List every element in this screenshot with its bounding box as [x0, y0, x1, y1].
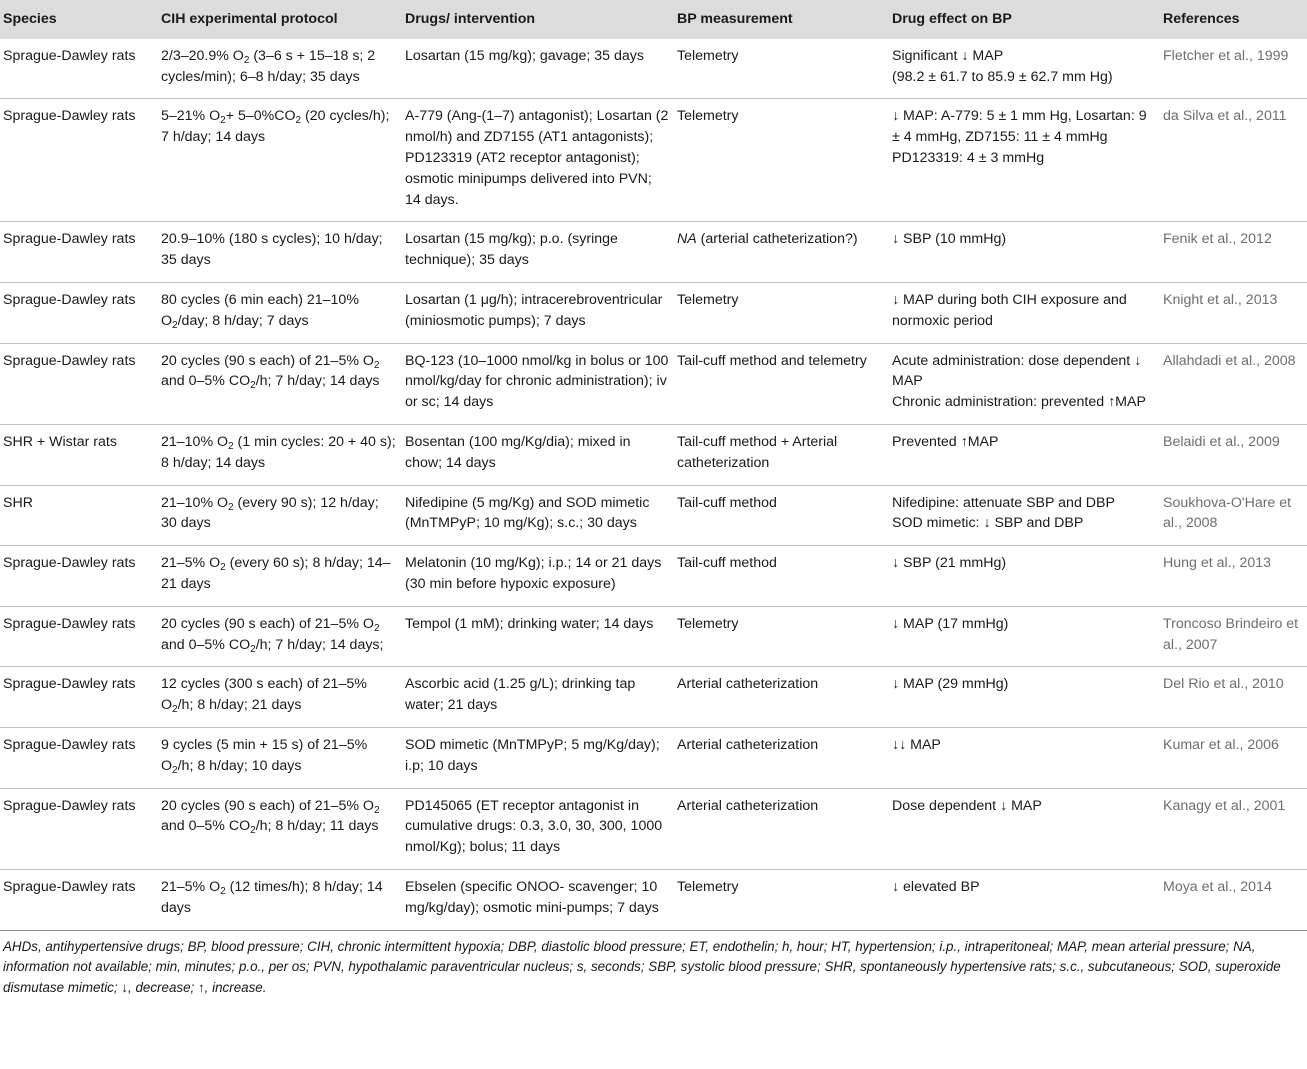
protocol-segment: 5–21% O — [161, 108, 221, 125]
protocol-segment: 2 — [172, 704, 178, 716]
cell-reference: Moya et al., 2014 — [1160, 869, 1307, 930]
table-row — [0, 667, 1307, 728]
cell-reference: Troncoso Brindeiro et al., 2007 — [1160, 606, 1307, 667]
table-row — [0, 39, 1307, 99]
cell-species: Sprague-Dawley rats — [0, 727, 158, 788]
cell-drug-effect: ↓ SBP (21 mmHg) — [889, 546, 1160, 607]
cell-species: Sprague-Dawley rats — [0, 222, 158, 283]
cell-drug-effect: ↓ SBP (10 mmHg) — [889, 222, 1160, 283]
protocol-segment: 2 — [172, 319, 178, 331]
cell-species: Sprague-Dawley rats — [0, 869, 158, 930]
cell-drugs: Nifedipine (5 mg/Kg) and SOD mimetic (MnTMPyP; 10 mg/Kg); s.c.; 30 days — [402, 485, 674, 546]
bp-method: Telemetry — [677, 291, 739, 308]
cell-drug-effect: ↓ MAP: A-779: 5 ± 1 mm Hg, Losartan: 9 ± 4 mmHg, ZD7155: 11 ± 4 mmHg PD123319: 4 ± 3 mmHg — [889, 99, 1160, 222]
cell-species: Sprague-Dawley rats — [0, 667, 158, 728]
cell-drugs: PD145065 (ET receptor antagonist in cumulative drugs: 0.3, 3.0, 30, 300, 1000 nmol/Kg); bolus; 11 days — [402, 788, 674, 869]
bp-method: Telemetry — [677, 108, 739, 125]
protocol-segment: 2 — [250, 643, 256, 655]
table-row — [0, 606, 1307, 667]
bp-method: Tail-cuff method — [677, 494, 777, 511]
cell-drug-effect: ↓ elevated BP — [889, 869, 1160, 930]
cell-drugs: A-779 (Ang-(1–7) antagonist); Losartan (2 nmol/h) and ZD7155 (AT1 antagonists); PD123319 (AT2 receptor antagonist); osmotic minipumps delivered into PVN; 14 days. — [402, 99, 674, 222]
cell-drugs: Bosentan (100 mg/Kg/dia); mixed in chow; 14 days — [402, 424, 674, 485]
protocol-segment: 2 — [220, 562, 226, 574]
bp-method: Tail-cuff method — [677, 555, 777, 572]
table-row — [0, 99, 1307, 222]
protocol-segment: (every 90 s); 12 h/day; 30 days — [161, 494, 379, 532]
table-header — [0, 0, 1307, 39]
cell-drugs: SOD mimetic (MnTMPyP; 5 mg/Kg/day); i.p; 10 days — [402, 727, 674, 788]
cell-drug-effect: Dose dependent ↓ MAP — [889, 788, 1160, 869]
bp-method: Arterial catheterization — [677, 736, 819, 753]
bp-method: Tail-cuff method and telemetry — [677, 352, 867, 369]
protocol-segment: /h; 7 h/day; 14 days; — [255, 636, 384, 653]
protocol-segment: (every 60 s); 8 h/day; 14–21 days — [161, 555, 391, 592]
cell-bp-measurement — [674, 222, 889, 283]
protocol-segment: 2 — [250, 825, 256, 837]
cell-bp-measurement — [674, 546, 889, 607]
cell-bp-measurement — [674, 39, 889, 99]
bp-method-note: (arterial catheterization?) — [696, 231, 858, 248]
cell-reference: Knight et al., 2013 — [1160, 282, 1307, 343]
cell-reference: Kumar et al., 2006 — [1160, 727, 1307, 788]
cell-bp-measurement — [674, 485, 889, 546]
cell-reference: Allahdadi et al., 2008 — [1160, 343, 1307, 424]
cell-reference: Fletcher et al., 1999 — [1160, 39, 1307, 99]
cell-drug-effect: ↓↓ MAP — [889, 727, 1160, 788]
cell-reference: Del Rio et al., 2010 — [1160, 667, 1307, 728]
table-row — [0, 222, 1307, 283]
protocol-segment: /day; 8 h/day; 7 days — [177, 312, 309, 329]
protocol-segment: 2 — [172, 764, 178, 776]
protocol-segment: and 0–5% CO — [161, 636, 251, 653]
cell-drug-effect: Significant ↓ MAP (98.2 ± 61.7 to 85.9 ± 62.7 mm Hg) — [889, 39, 1160, 99]
protocol-segment: 20 cycles (90 s each) of 21–5% O — [161, 615, 374, 632]
protocol-segment: /h; 8 h/day; 21 days — [177, 697, 302, 714]
protocol-segment: 21–5% O — [161, 555, 221, 572]
bp-method: NA — [677, 231, 697, 248]
protocol-segment: 2 — [228, 440, 234, 452]
cell-protocol — [158, 727, 402, 788]
cell-bp-measurement — [674, 282, 889, 343]
protocol-segment: 2 — [373, 359, 380, 371]
protocol-segment: + 5–0%CO — [225, 108, 296, 125]
protocol-segment: (20 cycles/h); 7 h/day; 14 days — [161, 108, 390, 146]
table-row — [0, 869, 1307, 930]
cell-drugs: Losartan (15 mg/kg); gavage; 35 days — [402, 39, 674, 99]
protocol-segment: and 0–5% CO — [161, 818, 251, 835]
cell-bp-measurement — [674, 667, 889, 728]
cell-drugs: Ebselen (specific ONOO- scavenger; 10 mg/kg/day); osmotic mini-pumps; 7 days — [402, 869, 674, 930]
cell-drug-effect: ↓ MAP during both CIH exposure and normoxic period — [889, 282, 1160, 343]
column-header-drugs: Drugs/ intervention — [402, 0, 674, 39]
cell-drug-effect: ↓ MAP (29 mmHg) — [889, 667, 1160, 728]
protocol-segment: 21–10% O — [161, 494, 229, 511]
cell-bp-measurement — [674, 869, 889, 930]
protocol-segment: 2 — [243, 54, 250, 66]
protocol-segment: 21–5% O — [161, 878, 221, 895]
bp-method: Telemetry — [677, 878, 739, 895]
cell-species: Sprague-Dawley rats — [0, 788, 158, 869]
cell-drug-effect: Nifedipine: attenuate SBP and DBP SOD mimetic: ↓ SBP and DBP — [889, 485, 1160, 546]
cell-reference: Fenik et al., 2012 — [1160, 222, 1307, 283]
cell-drug-effect: Prevented ↑MAP — [889, 424, 1160, 485]
protocol-segment: and 0–5% CO — [161, 373, 251, 390]
cell-drug-effect: ↓ MAP (17 mmHg) — [889, 606, 1160, 667]
cell-bp-measurement — [674, 99, 889, 222]
cell-drugs: Melatonin (10 mg/Kg); i.p.; 14 or 21 days (30 min before hypoxic exposure) — [402, 546, 674, 607]
protocol-segment: /h; 7 h/day; 14 days — [255, 373, 380, 390]
cell-protocol — [158, 667, 402, 728]
cell-bp-measurement — [674, 424, 889, 485]
table-footnote: AHDs, antihypertensive drugs; BP, blood pressure; CIH, chronic intermittent hypoxia; DBP, diastolic blood pressure; ET, endothelin; h, hour; HT, hypertension; i.p., intraperitoneal; MAP, mean arterial pressure; NA, information not available; min, minutes; p.o., per os; PVN, hypothalamic paraventricular nucleus; s, seconds; SBP, systolic blood pressure; SHR, spontaneously hypertensive rats; s.c., subcutaneous; SOD, superoxide dismutase mimetic; ↓, decrease; ↑, increase. — [3, 938, 1281, 996]
cell-drugs: Losartan (15 mg/kg); p.o. (syringe technique); 35 days — [402, 222, 674, 283]
protocol-segment: 2 — [250, 380, 256, 392]
cell-drugs: Losartan (1 μg/h); intracerebroventricular (miniosmotic pumps); 7 days — [402, 282, 674, 343]
cell-protocol — [158, 39, 402, 99]
cell-drug-effect: Acute administration: dose dependent ↓ MAP Chronic administration: prevented ↑MAP — [889, 343, 1160, 424]
cell-species: SHR — [0, 485, 158, 546]
cell-protocol — [158, 606, 402, 667]
cell-protocol — [158, 869, 402, 930]
protocol-segment: 2/3–20.9% O — [161, 47, 244, 64]
protocol-segment: 2 — [228, 501, 234, 513]
bp-method: Tail-cuff method + Arterial catheterization — [677, 433, 838, 471]
table-row — [0, 727, 1307, 788]
cell-protocol — [158, 788, 402, 869]
bp-method: Telemetry — [677, 47, 739, 64]
table-row — [0, 788, 1307, 869]
protocol-segment: 2 — [373, 804, 380, 816]
protocol-segment: 20 cycles (90 s each) of 21–5% O — [161, 797, 374, 814]
protocol-segment: 9 cycles (5 min + 15 s) of 21–5% O — [161, 736, 368, 774]
cell-protocol — [158, 485, 402, 546]
protocol-segment: 2 — [220, 885, 226, 897]
cell-protocol — [158, 222, 402, 283]
cell-species: Sprague-Dawley rats — [0, 343, 158, 424]
column-header-species: Species — [0, 0, 158, 39]
table-row — [0, 282, 1307, 343]
cell-species: SHR + Wistar rats — [0, 424, 158, 485]
cell-reference: Kanagy et al., 2001 — [1160, 788, 1307, 869]
protocol-segment: 20 cycles (90 s each) of 21–5% O — [161, 352, 374, 369]
table-row — [0, 485, 1307, 546]
cell-species: Sprague-Dawley rats — [0, 99, 158, 222]
table-row — [0, 343, 1307, 424]
cell-bp-measurement — [674, 727, 889, 788]
cell-bp-measurement — [674, 788, 889, 869]
protocol-segment: /h; 8 h/day; 11 days — [255, 818, 379, 835]
cell-reference: da Silva et al., 2011 — [1160, 99, 1307, 222]
cell-drugs: Tempol (1 mM); drinking water; 14 days — [402, 606, 674, 667]
cell-species: Sprague-Dawley rats — [0, 606, 158, 667]
protocol-segment: 2 — [220, 115, 226, 127]
protocol-segment: (1 min cycles: 20 + 40 s); 8 h/day; 14 days — [161, 433, 396, 471]
cell-protocol — [158, 424, 402, 485]
protocol-segment: 21–10% O — [161, 433, 229, 450]
cell-species: Sprague-Dawley rats — [0, 282, 158, 343]
protocol-segment: 80 cycles (6 min each) 21–10% O — [161, 291, 359, 329]
header-row — [0, 0, 1307, 39]
protocol-segment: 12 cycles (300 s each) of 21–5% O — [161, 676, 367, 714]
bp-method: Telemetry — [677, 615, 739, 632]
cell-species: Sprague-Dawley rats — [0, 546, 158, 607]
table-row — [0, 424, 1307, 485]
column-header-bp-measurement: BP measurement — [674, 0, 889, 39]
protocol-segment: /h; 8 h/day; 10 days — [177, 757, 302, 774]
column-header-references: References — [1160, 0, 1307, 39]
table-body — [0, 39, 1307, 930]
cell-reference: Belaidi et al., 2009 — [1160, 424, 1307, 485]
protocol-segment: 2 — [373, 622, 380, 634]
cell-protocol — [158, 99, 402, 222]
cell-reference: Hung et al., 2013 — [1160, 546, 1307, 607]
protocol-segment: 2 — [295, 115, 302, 127]
protocol-segment: (12 times/h); 8 h/day; 14 days — [161, 878, 383, 916]
column-header-drug-effect: Drug effect on BP — [889, 0, 1160, 39]
cell-species: Sprague-Dawley rats — [0, 39, 158, 99]
cell-bp-measurement — [674, 606, 889, 667]
cell-bp-measurement — [674, 343, 889, 424]
cell-protocol — [158, 343, 402, 424]
cell-drugs: BQ-123 (10–1000 nmol/kg in bolus or 100 nmol/kg/day for chronic administration); iv or sc; 14 days — [402, 343, 674, 424]
bp-method: Arterial catheterization — [677, 797, 819, 814]
protocol-segment: 20.9–10% (180 s cycles); 10 h/day; 35 days — [161, 231, 383, 269]
table-row — [0, 546, 1307, 607]
bp-method: Arterial catheterization — [677, 676, 819, 693]
cell-protocol — [158, 282, 402, 343]
cell-reference: Soukhova-O'Hare et al., 2008 — [1160, 485, 1307, 546]
cell-drugs: Ascorbic acid (1.25 g/L); drinking tap water; 21 days — [402, 667, 674, 728]
protocol-segment: (3–6 s + 15–18 s; 2 cycles/min); 6–8 h/day; 35 days — [161, 47, 376, 85]
column-header-protocol: CIH experimental protocol — [158, 0, 402, 39]
cell-protocol — [158, 546, 402, 607]
